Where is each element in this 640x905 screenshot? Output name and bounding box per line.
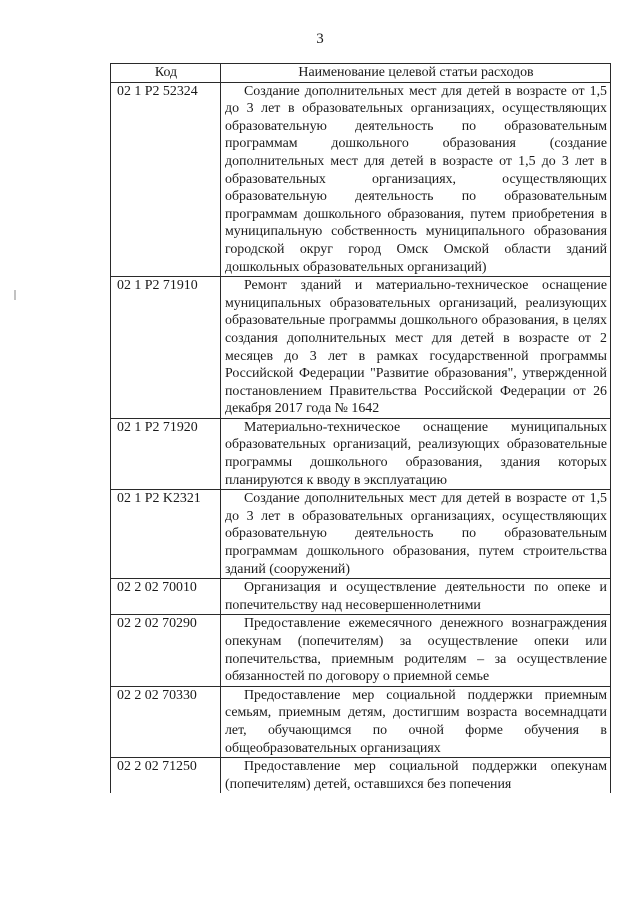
row-name: Предоставление мер социальной поддержки приемным семьям, приемным детям, достигшим возраста восемнадцати лет, обучающимся по очной форме обучения в общеобразовательных организациях (221, 686, 611, 757)
table-row (111, 615, 611, 686)
name-column-header: Наименование целевой статьи расходов (221, 64, 611, 83)
page-number: 3 (316, 31, 324, 47)
row-name: Организация и осуществление деятельности по опеке и попечительству над несовершеннолетними (221, 579, 611, 615)
row-code: 02 2 02 70330 (111, 686, 221, 757)
margin-scan-mark (14, 290, 16, 300)
table-row (111, 490, 611, 579)
row-code: 02 1 P2 71920 (111, 418, 221, 489)
row-code: 02 2 02 70290 (111, 615, 221, 686)
row-code: 02 1 P2 52324 (111, 82, 221, 277)
row-code: 02 1 P2 71910 (111, 277, 221, 419)
table-row (111, 418, 611, 489)
row-code: 02 1 P2 K2321 (111, 490, 221, 579)
code-column-header: Код (111, 64, 221, 83)
row-name: Создание дополнительных мест для детей в возрасте от 1,5 до 3 лет в образовательных организациях, осуществляющих образовательную деятельность по образовательным программам дошкольного образования (создание дополнительных мест для детей в возрасте от 1,5 до 3 лет в образовательных организациях, осуществляющих образовательную деятельность по образовательным программам дошкольного образования, путем приобретения в муниципальную собственность муниципального образования городской округ город Омск Омской области зданий дошкольных образовательных организаций) (221, 82, 611, 277)
row-name: Создание дополнительных мест для детей в возрасте от 1,5 до 3 лет в образовательных организациях, осуществляющих образовательную деятельность по образовательным программам дошкольного образования, путем строительства зданий (сооружений) (221, 490, 611, 579)
row-name: Ремонт зданий и материально-техническое оснащение муниципальных образовательных организаций, реализующих образовательные программы дошкольного образования, в целях создания дополнительных мест для детей в возрасте от 2 месяцев до 3 лет в рамках государственной программы Российской Федерации "Развитие образования", утвержденной постановлением Правительства Российской Федерации от 26 декабря 2017 года № 1642 (221, 277, 611, 419)
row-name: Материально-техническое оснащение муниципальных образовательных организаций, реализующих образовательные программы дошкольного образования, здания которых планируются к вводу в эксплуатацию (221, 418, 611, 489)
table-header-row (111, 64, 611, 83)
row-name: Предоставление мер социальной поддержки опекунам (попечителям) детей, оставшихся без попечения (221, 758, 611, 794)
row-name: Предоставление ежемесячного денежного вознаграждения опекунам (попечителям) за осуществление опеки или попечительства, приемным родителям – за осуществление обязанностей по договору о приемной семье (221, 615, 611, 686)
target-expense-items-table (110, 63, 611, 793)
table-row (111, 686, 611, 757)
row-code: 02 2 02 71250 (111, 758, 221, 794)
table-row (111, 758, 611, 794)
table-row (111, 82, 611, 277)
row-code: 02 2 02 70010 (111, 579, 221, 615)
table-row (111, 579, 611, 615)
table-row (111, 277, 611, 419)
